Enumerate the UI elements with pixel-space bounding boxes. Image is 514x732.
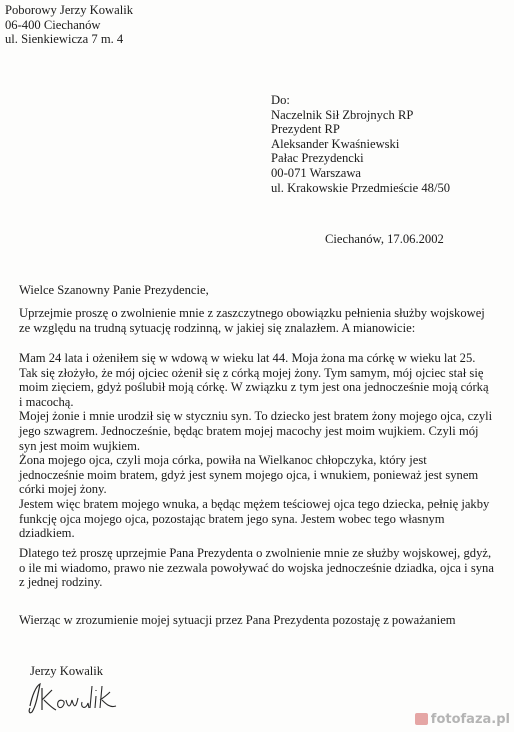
watermark: [415, 710, 510, 728]
camera-logo-icon: [415, 713, 428, 725]
paragraph-line: jednocześnie moim bratem, gdyż jest synem mojego ojca, i wnukiem, ponieważ jest synem: [19, 467, 479, 482]
recipient-line: ul. Krakowskie Przedmieście 48/50: [271, 180, 451, 195]
paragraph-line: Wierząc w zrozumienie mojej sytuacji przez Pana Prezydenta pozostaję z poważaniem: [19, 613, 456, 627]
recipient-line: Aleksander Kwaśniewski: [271, 136, 400, 151]
paragraph-line: z jednej rodziny.: [19, 575, 103, 590]
paragraph-request: [19, 306, 485, 335]
paragraph-line: dziadkiem.: [19, 526, 75, 541]
paragraph-line: Tak się złożyło, że mój ojciec ożenił się z córką mojej żony. Tym samym, mój ojciec stał się: [19, 365, 484, 380]
paragraph-line: Uprzejmie proszę o zwolnienie mnie z zaszczytnego obowiązku pełnienia służby wojskowej: [19, 306, 485, 320]
paragraph-line: jego szwagrem. Jednocześnie, będąc bratem mojej macochy jest moim wujkiem. Czyli mój: [19, 423, 479, 438]
letter-date: [325, 232, 444, 247]
paragraph-line: o ile mi wiadomo, prawo nie zezwala powoływać do wojska jednocześnie dziadka, ojca i syna: [19, 560, 494, 575]
recipient-line: Naczelnik Sił Zbrojnych RP: [271, 107, 414, 122]
paragraph-line: ze względu na trudną sytuację rodzinną, w jakiej się znalazłem. A mianowicie:: [19, 320, 416, 335]
paragraph-line: Dlatego też proszę uprzejmie Pana Prezydenta o zwolnienie mnie ze służby wojskowej, gdyż,: [19, 546, 492, 560]
paragraph-line: syn jest moim wujkiem.: [19, 438, 141, 453]
recipient-line: Prezydent RP: [271, 122, 340, 137]
watermark-text: fotofaza.pl: [430, 711, 510, 727]
recipient-line: 00-071 Warszawa: [271, 165, 362, 180]
greeting-text: Wielce Szanowny Panie Prezydencie,: [19, 283, 209, 297]
paragraph-line: Mam 24 lata i ożeniłem się w wdową w wieku lat 44. Moja żona ma córkę w wieku lat 25.: [19, 351, 476, 365]
sender-line: 06-400 Ciechanów: [5, 17, 101, 32]
sender-address: [5, 3, 133, 47]
greeting: [19, 283, 209, 298]
closing-name-text: Jerzy Kowalik: [30, 664, 104, 678]
date-text: Ciechanów, 17.06.2002: [325, 232, 444, 246]
paragraph-line: i macochą.: [19, 394, 74, 409]
paragraph-conclusion: [19, 546, 494, 590]
paragraph-regards: [19, 613, 456, 628]
paragraph-line: Mojej żonie i mnie urodził się w styczniu syn. To dziecko jest bratem żony mojego ojca, czyli: [19, 409, 493, 424]
handwritten-signature: [26, 676, 136, 718]
sender-line: Poborowy Jerzy Kowalik: [5, 3, 134, 17]
paragraph-line: funkcję ojca mojego ojca, pozostając bratem jego syna. Jestem wobec tego własnym: [19, 511, 445, 526]
paragraph-line: Żona mojego ojca, czyli moja córka, powiła na Wielkanoc chłopczyka, który jest: [19, 453, 427, 468]
recipient-address: [271, 93, 450, 195]
recipient-line: Pałac Prezydencki: [271, 151, 364, 166]
sender-line: ul. Sienkiewicza 7 m. 4: [5, 32, 124, 47]
paragraph-family-situation: [19, 351, 492, 541]
paragraph-line: Jestem więc bratem mojego wnuka, a będąc mężem teściowej ojca tego dziecka, pełnię jakby: [19, 496, 490, 511]
recipient-line: Do:: [271, 93, 290, 107]
paragraph-line: córki mojej żony.: [19, 482, 107, 497]
paragraph-line: moim zięciem, gdyż poślubił moją córkę. W związku z tym jest ona jednocześnie moją córką: [19, 380, 489, 395]
